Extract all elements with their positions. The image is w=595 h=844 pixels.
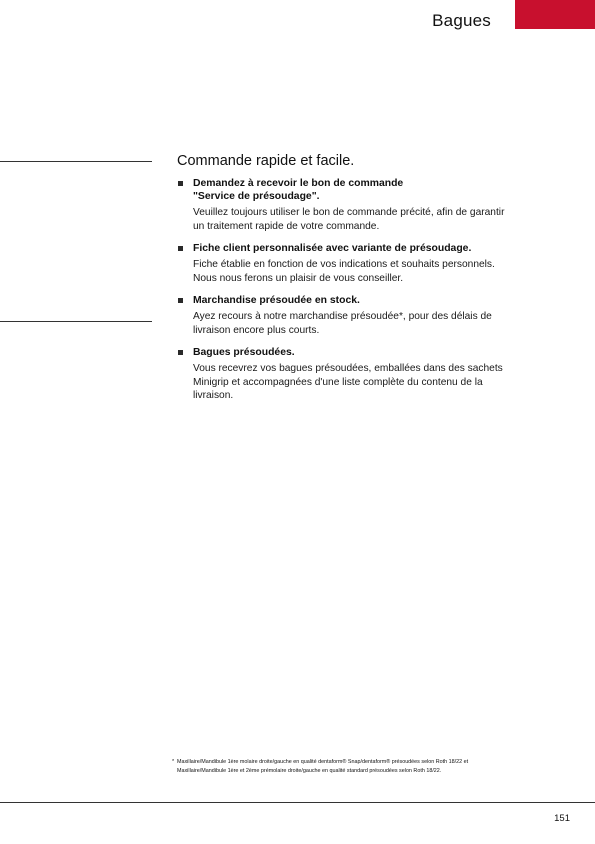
list-item: [177, 242, 517, 285]
page-number: 151: [554, 813, 570, 824]
list-item-body: Veuillez toujours utiliser le bon de commande précité, afin de garantir un traitement rapide de votre commande.: [193, 207, 505, 232]
list-item-body: Fiche établie en fonction de vos indications et souhaits personnels. Nous nous ferons un plaisir de vous conseiller.: [193, 259, 495, 284]
margin-rule-middle: [0, 321, 152, 322]
list-item: [177, 346, 517, 403]
square-bullet-icon: [178, 246, 183, 251]
margin-rule-top: [0, 161, 152, 162]
list-item: [177, 177, 517, 233]
list-item-title: Demandez à recevoir le bon de commande "Service de présoudage".: [193, 178, 404, 202]
footer-rule: [0, 802, 595, 803]
square-bullet-icon: [178, 181, 183, 186]
square-bullet-icon: [178, 298, 183, 303]
main-content: [177, 153, 517, 412]
list-item: [177, 294, 517, 337]
square-bullet-icon: [178, 350, 183, 355]
list-item-title: Bagues présoudées.: [193, 347, 295, 358]
footnote-mark: *: [172, 759, 175, 765]
list-item-body: Vous recevrez vos bagues présoudées, emballées dans des sachets Minigrip et accompagnées d'une liste complète du contenu de la livraison.: [193, 363, 503, 401]
page-title: Commande rapide et facile.: [177, 153, 355, 169]
section-color-tab: [515, 0, 595, 29]
list-item-body: Ayez recours à notre marchandise présoudée*, pour des délais de livraison encore plus courts.: [193, 311, 492, 336]
footnote: [172, 758, 497, 775]
list-item-title: Fiche client personnalisée avec variante de présoudage.: [193, 243, 472, 254]
footnote-text: Maxillaire/Mandibule 1ère molaire droite/gauche en qualité dentaform® Snap/dentaform® présoudées selon Roth 18/22 et Maxillaire/Mandibule 1ère et 2ème prémolaire droite/gauche en qualité standard présoudées selon Roth 18/22.: [177, 759, 469, 774]
section-title: Bagues: [432, 11, 491, 30]
list-item-title: Marchandise présoudée en stock.: [193, 295, 360, 306]
